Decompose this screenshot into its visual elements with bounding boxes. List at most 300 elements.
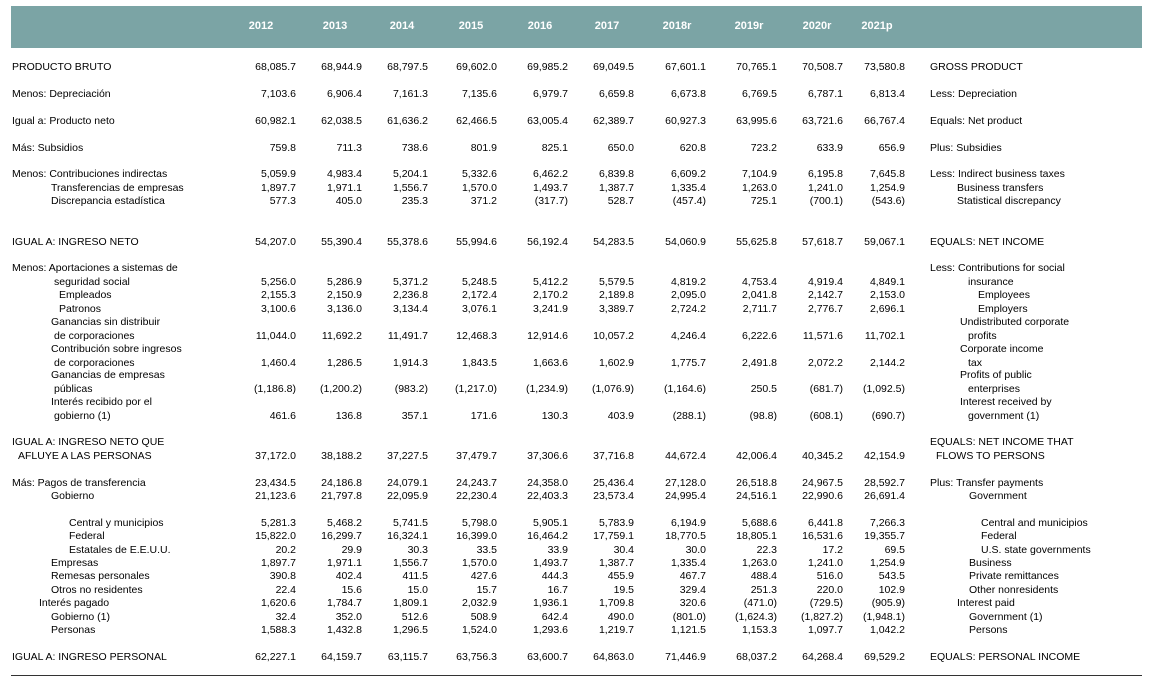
table-cell-value: 12,468.3 — [456, 330, 497, 342]
row-label-spanish: Federal — [69, 530, 105, 542]
table-cell-value: 1,971.1 — [326, 182, 362, 194]
table-cell-value: 1,097.7 — [807, 624, 843, 636]
row-label-spanish: Central y municipios — [69, 517, 164, 529]
row-label-spanish: Gobierno — [51, 490, 95, 502]
table-cell-value: 33.5 — [476, 544, 497, 556]
table-cell-value: 577.3 — [269, 195, 296, 207]
table-cell-value: 40,345.2 — [802, 450, 843, 462]
table-cell-value: 55,390.4 — [321, 236, 362, 248]
table-cell-value: 19,355.7 — [864, 530, 905, 542]
table-cell-value: 1,493.7 — [532, 557, 568, 569]
table-cell-value: 68,797.5 — [387, 61, 428, 73]
table-cell-value: 37,172.0 — [255, 450, 296, 462]
row-label-english: Less: Depreciation — [930, 88, 1017, 100]
table-cell-value: 543.5 — [878, 570, 905, 582]
table-cell-value: 2,032.9 — [461, 597, 497, 609]
table-cell-value: (1,234.9) — [525, 383, 568, 395]
table-cell-value: 69,049.5 — [593, 61, 634, 73]
table-cell-value: 23,434.5 — [255, 477, 296, 489]
table-cell-value: 1,843.5 — [461, 357, 497, 369]
table-cell-value: 5,286.9 — [326, 276, 362, 288]
table-cell-value: 403.9 — [607, 410, 634, 422]
table-cell-value: 1,602.9 — [598, 357, 634, 369]
table-cell-value: 6,222.6 — [741, 330, 777, 342]
row-label-english: Corporate income — [960, 343, 1044, 355]
table-cell-value: 1,241.0 — [807, 182, 843, 194]
table-cell-value: 11,571.6 — [802, 330, 843, 342]
table-cell-value: 25,436.4 — [593, 477, 634, 489]
table-cell-value: 5,468.2 — [326, 517, 362, 529]
table-cell-value: 7,135.6 — [461, 88, 497, 100]
row-label-english: U.S. state governments — [981, 544, 1091, 556]
table-cell-value: 63,756.3 — [456, 651, 497, 663]
table-cell-value: 24,516.1 — [736, 490, 777, 502]
table-cell-value: 390.8 — [269, 570, 296, 582]
table-cell-value: 1,570.0 — [461, 557, 497, 569]
table-cell-value: (729.5) — [809, 597, 843, 609]
table-cell-value: 1,775.7 — [670, 357, 706, 369]
table-cell-value: 2,041.8 — [741, 289, 777, 301]
table-cell-value: 7,161.3 — [392, 88, 428, 100]
table-cell-value: 37,479.7 — [456, 450, 497, 462]
row-label-english: Business transfers — [957, 182, 1044, 194]
table-cell-value: (608.1) — [809, 410, 843, 422]
column-header-year: 2021p — [861, 20, 893, 32]
table-cell-value: (681.7) — [809, 383, 843, 395]
table-cell-value: 5,798.0 — [461, 517, 497, 529]
table-cell-value: 5,281.3 — [260, 517, 296, 529]
table-cell-value: 63,005.4 — [527, 115, 568, 127]
table-cell-value: 250.5 — [750, 383, 777, 395]
table-cell-value: 22,403.3 — [527, 490, 568, 502]
table-cell-value: (543.6) — [871, 195, 905, 207]
table-cell-value: (801.0) — [672, 611, 706, 623]
table-cell-value: 18,770.5 — [665, 530, 706, 542]
table-cell-value: 1,588.3 — [260, 624, 296, 636]
table-cell-value: 24,358.0 — [527, 477, 568, 489]
table-cell-value: 6,769.5 — [741, 88, 777, 100]
table-cell-value: 1,042.2 — [869, 624, 905, 636]
table-cell-value: 17,759.1 — [593, 530, 634, 542]
table-cell-value: 427.6 — [470, 570, 497, 582]
row-label-spanish: Remesas personales — [51, 570, 150, 582]
row-label-english: tax — [968, 357, 983, 369]
table-cell-value: 1,387.7 — [598, 557, 634, 569]
table-cell-value: 490.0 — [607, 611, 634, 623]
row-label-english: Other nonresidents — [969, 584, 1059, 596]
table-cell-value: 711.3 — [336, 142, 362, 154]
table-cell-value: 1,620.6 — [260, 597, 296, 609]
table-cell-value: 405.0 — [335, 195, 362, 207]
table-cell-value: 38,188.2 — [321, 450, 362, 462]
row-label-spanish: Más: Subsidios — [12, 142, 84, 154]
row-label-spanish: Interés recibido por el — [51, 396, 152, 408]
row-label-spanish: Más: Pagos de transferencia — [12, 477, 146, 489]
table-cell-value: 6,979.7 — [532, 88, 568, 100]
table-cell-value: 220.0 — [816, 584, 843, 596]
table-cell-value: 6,609.2 — [670, 168, 706, 180]
row-label-spanish: de corporaciones — [54, 330, 135, 342]
table-cell-value: 37,227.5 — [387, 450, 428, 462]
table-cell-value: 6,787.1 — [807, 88, 843, 100]
table-cell-value: (317.7) — [534, 195, 568, 207]
table-cell-value: 1,254.9 — [869, 182, 905, 194]
table-cell-value: 6,906.4 — [326, 88, 362, 100]
table-cell-value: 1,493.7 — [532, 182, 568, 194]
table-cell-value: (1,624.3) — [734, 611, 777, 623]
table-cell-value: 37,306.6 — [527, 450, 568, 462]
table-cell-value: 30.4 — [613, 544, 634, 556]
table-cell-value: 3,389.7 — [598, 303, 634, 315]
table-cell-value: 55,625.8 — [736, 236, 777, 248]
table-cell-value: 825.1 — [541, 142, 568, 154]
row-label-english: Employees — [978, 289, 1030, 301]
table-cell-value: 17.2 — [822, 544, 843, 556]
table-cell-value: 70,508.7 — [802, 61, 843, 73]
row-label-spanish: IGUAL A: INGRESO NETO QUE — [12, 436, 165, 448]
table-cell-value: 63,600.7 — [527, 651, 568, 663]
table-cell-value: 56,192.4 — [527, 236, 568, 248]
table-cell-value: 11,702.1 — [864, 330, 905, 342]
table-cell-value: 5,412.2 — [532, 276, 568, 288]
table-cell-value: 1,570.0 — [461, 182, 497, 194]
table-cell-value: 251.3 — [750, 584, 777, 596]
table-cell-value: 650.0 — [607, 142, 634, 154]
row-label-spanish: IGUAL A: INGRESO PERSONAL — [12, 651, 167, 663]
table-cell-value: 11,044.0 — [255, 330, 296, 342]
table-cell-value: 1,914.3 — [392, 357, 428, 369]
table-cell-value: 7,103.6 — [260, 88, 296, 100]
table-cell-value: 642.4 — [541, 611, 568, 623]
table-cell-value: 16,531.6 — [802, 530, 843, 542]
table-cell-value: (1,164.6) — [663, 383, 706, 395]
table-cell-value: 62,466.5 — [456, 115, 497, 127]
table-cell-value: 2,236.8 — [392, 289, 428, 301]
table-cell-value: 1,663.6 — [532, 357, 568, 369]
table-cell-value: 24,243.7 — [456, 477, 497, 489]
column-header-year: 2018r — [662, 20, 692, 32]
table-cell-value: 3,241.9 — [532, 303, 568, 315]
table-cell-value: 22.3 — [756, 544, 777, 556]
table-cell-value: 6,673.8 — [670, 88, 706, 100]
table-cell-value: 15.6 — [341, 584, 362, 596]
table-cell-value: 1,556.7 — [392, 557, 428, 569]
row-label-spanish: Otros no residentes — [51, 584, 143, 596]
table-cell-value: 11,491.7 — [387, 330, 428, 342]
table-cell-value: 6,813.4 — [869, 88, 905, 100]
table-cell-value: 1,335.4 — [670, 182, 706, 194]
table-cell-value: 2,172.4 — [461, 289, 497, 301]
table-cell-value: 1,241.0 — [807, 557, 843, 569]
table-cell-value: 21,123.6 — [255, 490, 296, 502]
table-cell-value: 3,100.6 — [260, 303, 296, 315]
table-cell-value: 24,079.1 — [387, 477, 428, 489]
table-cell-value: 5,783.9 — [598, 517, 634, 529]
table-cell-value: 54,207.0 — [255, 236, 296, 248]
row-label-english: insurance — [968, 276, 1014, 288]
table-cell-value: 5,332.6 — [461, 168, 497, 180]
table-cell-value: 1,432.8 — [326, 624, 362, 636]
table-cell-value: 4,246.4 — [670, 330, 706, 342]
table-cell-value: 70,765.1 — [736, 61, 777, 73]
table-cell-value: 26,518.8 — [736, 477, 777, 489]
table-cell-value: 1,335.4 — [670, 557, 706, 569]
table-cell-value: 54,060.9 — [665, 236, 706, 248]
table-cell-value: 2,153.0 — [869, 289, 905, 301]
table-cell-value: 59,067.1 — [864, 236, 905, 248]
table-cell-value: 2,144.2 — [869, 357, 905, 369]
row-label-english: Business — [969, 557, 1012, 569]
table-cell-value: 22.4 — [275, 584, 296, 596]
table-cell-value: 42,006.4 — [736, 450, 777, 462]
table-cell-value: 633.9 — [816, 142, 843, 154]
column-header-year: 2016 — [527, 20, 553, 32]
table-cell-value: 60,982.1 — [255, 115, 296, 127]
table-cell-value: 69,602.0 — [456, 61, 497, 73]
row-label-spanish: Patronos — [59, 303, 102, 315]
table-cell-value: 5,371.2 — [392, 276, 428, 288]
row-label-spanish: de corporaciones — [54, 357, 135, 369]
row-label-spanish: Menos: Aportaciones a sistemas de — [12, 262, 178, 274]
row-label-english: Less: Indirect business taxes — [930, 168, 1065, 180]
row-label-english: EQUALS: PERSONAL INCOME — [930, 651, 1081, 663]
column-header-year: 2013 — [322, 20, 348, 32]
table-cell-value: 4,819.2 — [670, 276, 706, 288]
table-cell-value: 1,809.1 — [392, 597, 428, 609]
table-cell-value: 62,389.7 — [593, 115, 634, 127]
row-label-spanish: seguridad social — [54, 276, 130, 288]
row-label-english: Federal — [981, 530, 1017, 542]
table-cell-value: 2,776.7 — [807, 303, 843, 315]
table-cell-value: 37,716.8 — [593, 450, 634, 462]
table-cell-value: 1,971.1 — [326, 557, 362, 569]
table-cell-value: 19.5 — [613, 584, 634, 596]
table-cell-value: 5,741.5 — [392, 517, 428, 529]
table-cell-value: 73,580.8 — [864, 61, 905, 73]
table-cell-value: 5,579.5 — [598, 276, 634, 288]
row-label-spanish: Ganancias sin distribuir — [51, 316, 161, 328]
table-cell-value: 2,095.0 — [670, 289, 706, 301]
table-cell-value: 6,195.8 — [807, 168, 843, 180]
table-cell-value: 1,709.8 — [598, 597, 634, 609]
table-cell-value: 54,283.5 — [593, 236, 634, 248]
table-cell-value: 2,142.7 — [807, 289, 843, 301]
table-cell-value: 23,573.4 — [593, 490, 634, 502]
table-cell-value: 69.5 — [884, 544, 905, 556]
table-cell-value: 4,849.1 — [869, 276, 905, 288]
table-cell-value: 67,601.1 — [665, 61, 706, 73]
table-cell-value: 508.9 — [470, 611, 497, 623]
table-cell-value: 461.6 — [269, 410, 296, 422]
table-cell-value: 1,784.7 — [326, 597, 362, 609]
row-label-english: Equals: Net product — [930, 115, 1023, 127]
table-cell-value: 1,387.7 — [598, 182, 634, 194]
row-label-english: Profits of public — [960, 369, 1032, 381]
table-cell-value: 1,153.3 — [741, 624, 777, 636]
row-label-english: profits — [968, 330, 997, 342]
table-cell-value: 171.6 — [470, 410, 497, 422]
table-cell-value: 42,154.9 — [864, 450, 905, 462]
table-cell-value: 62,227.1 — [255, 651, 296, 663]
table-cell-value: 6,839.8 — [598, 168, 634, 180]
table-cell-value: 1,219.7 — [598, 624, 634, 636]
table-cell-value: 1,293.6 — [532, 624, 568, 636]
table-cell-value: 411.5 — [402, 570, 428, 582]
table-cell-value: 28,592.7 — [864, 477, 905, 489]
table-cell-value: 1,263.0 — [741, 182, 777, 194]
row-label-english: EQUALS: NET INCOME THAT — [930, 436, 1074, 448]
row-label-spanish: Contribución sobre ingresos — [51, 343, 182, 355]
row-label-spanish: Igual a: Producto neto — [12, 115, 115, 127]
row-label-english: government (1) — [968, 410, 1040, 422]
table-cell-value: 21,797.8 — [321, 490, 362, 502]
table-cell-value: 4,919.4 — [807, 276, 843, 288]
row-label-spanish: Menos: Contribuciones indirectas — [12, 168, 168, 180]
row-label-english: FLOWS TO PERSONS — [936, 450, 1045, 462]
table-cell-value: 1,556.7 — [392, 182, 428, 194]
table-cell-value: 656.9 — [878, 142, 905, 154]
table-cell-value: 320.6 — [679, 597, 706, 609]
table-cell-value: 64,863.0 — [593, 651, 634, 663]
table-cell-value: 2,155.3 — [260, 289, 296, 301]
table-cell-value: 235.3 — [401, 195, 428, 207]
row-label-english: Government — [969, 490, 1027, 502]
table-cell-value: 5,248.5 — [461, 276, 497, 288]
table-cell-value: 528.7 — [607, 195, 634, 207]
table-cell-value: 16.7 — [547, 584, 568, 596]
table-cell-value: 402.4 — [335, 570, 362, 582]
table-cell-value: 1,897.7 — [260, 557, 296, 569]
table-cell-value: 24,967.5 — [802, 477, 843, 489]
table-cell-value: 30.0 — [685, 544, 706, 556]
column-header-year: 2014 — [389, 20, 415, 32]
row-label-english: Less: Contributions for social — [930, 262, 1065, 274]
table-cell-value: 3,136.0 — [326, 303, 362, 315]
table-cell-value: 4,983.4 — [326, 168, 362, 180]
table-cell-value: 6,462.2 — [532, 168, 568, 180]
table-cell-value: 512.6 — [401, 611, 428, 623]
table-cell-value: 30.3 — [407, 544, 428, 556]
table-cell-value: 444.3 — [541, 570, 568, 582]
row-label-english: Employers — [978, 303, 1028, 315]
table-cell-value: 2,150.9 — [326, 289, 362, 301]
table-cell-value: 620.8 — [679, 142, 706, 154]
row-label-spanish: Ganancias de empresas — [51, 369, 165, 381]
table-cell-value: 18,805.1 — [736, 530, 777, 542]
table-cell-value: 20.2 — [275, 544, 296, 556]
table-cell-value: 352.0 — [335, 611, 362, 623]
table-cell-value: 69,985.2 — [527, 61, 568, 73]
table-cell-value: 7,645.8 — [869, 168, 905, 180]
row-label-spanish: Interés pagado — [39, 597, 110, 609]
table-cell-value: 16,299.7 — [321, 530, 362, 542]
table-cell-value: 738.6 — [401, 142, 428, 154]
table-cell-value: 1,263.0 — [741, 557, 777, 569]
table-cell-value: 130.3 — [541, 410, 568, 422]
table-cell-value: 68,085.7 — [255, 61, 296, 73]
table-cell-value: 6,441.8 — [807, 517, 843, 529]
table-cell-value: 60,927.3 — [665, 115, 706, 127]
table-cell-value: (457.4) — [672, 195, 706, 207]
table-cell-value: 5,688.6 — [741, 517, 777, 529]
table-cell-value: 1,254.9 — [869, 557, 905, 569]
table-cell-value: 3,134.4 — [392, 303, 428, 315]
column-header-year: 2019r — [734, 20, 764, 32]
table-cell-value: 2,711.7 — [742, 303, 777, 315]
column-header-year: 2017 — [594, 20, 620, 32]
table-cell-value: 516.0 — [816, 570, 843, 582]
table-cell-value: (905.9) — [871, 597, 905, 609]
column-header-year: 2012 — [248, 20, 274, 32]
table-cell-value: 33.9 — [547, 544, 568, 556]
table-cell-value: 15,822.0 — [255, 530, 296, 542]
row-label-english: EQUALS: NET INCOME — [930, 236, 1045, 248]
table-cell-value: 27,128.0 — [665, 477, 706, 489]
table-cell-value: (983.2) — [394, 383, 428, 395]
row-label-english: Persons — [969, 624, 1008, 636]
table-cell-value: 1,296.5 — [392, 624, 428, 636]
table-cell-value: 2,696.1 — [869, 303, 905, 315]
row-label-english: Interest received by — [960, 396, 1052, 408]
row-label-english: Interest paid — [957, 597, 1015, 609]
table-cell-value: (700.1) — [809, 195, 843, 207]
table-cell-value: 63,721.6 — [802, 115, 843, 127]
table-cell-value: 62,038.5 — [321, 115, 362, 127]
table-cell-value: (1,948.1) — [862, 611, 905, 623]
column-header-year: 2015 — [458, 20, 484, 32]
table-cell-value: 11,692.2 — [321, 330, 362, 342]
table-cell-value: 22,990.6 — [802, 490, 843, 502]
table-cell-value: 71,446.9 — [665, 651, 706, 663]
row-label-spanish: Transferencias de empresas — [51, 182, 184, 194]
table-cell-value: 24,186.8 — [321, 477, 362, 489]
table-cell-value: (690.7) — [871, 410, 905, 422]
table-cell-value: 63,995.6 — [736, 115, 777, 127]
table-cell-value: 2,724.2 — [670, 303, 706, 315]
table-cell-value: 69,529.2 — [864, 651, 905, 663]
table-cell-value: 55,378.6 — [387, 236, 428, 248]
table-cell-value: 371.2 — [470, 195, 497, 207]
row-label-spanish: Discrepancia estadística — [51, 195, 165, 207]
table-cell-value: 2,072.2 — [807, 357, 843, 369]
table-cell-value: 26,691.4 — [864, 490, 905, 502]
bottom-rule — [11, 675, 1142, 676]
table-cell-value: (1,186.8) — [253, 383, 296, 395]
table-cell-value: 15.0 — [407, 584, 428, 596]
table-cell-value: 5,204.1 — [392, 168, 428, 180]
table-cell-value: 1,936.1 — [532, 597, 568, 609]
table-cell-value: 68,944.9 — [321, 61, 362, 73]
table-cell-value: 488.4 — [750, 570, 777, 582]
row-label-spanish: Estatales de E.E.U.U. — [69, 544, 171, 556]
table-cell-value: 801.9 — [470, 142, 497, 154]
table-cell-value: 6,194.9 — [670, 517, 706, 529]
table-cell-value: 29.9 — [341, 544, 362, 556]
table-cell-value: 467.7 — [679, 570, 706, 582]
row-label-spanish: Gobierno (1) — [51, 611, 110, 623]
table-cell-value: 102.9 — [878, 584, 905, 596]
table-cell-value: 1,121.5 — [670, 624, 706, 636]
table-cell-value: 16,399.0 — [456, 530, 497, 542]
row-label-english: Plus: Transfer payments — [930, 477, 1044, 489]
table-cell-value: 44,672.4 — [665, 450, 706, 462]
row-label-spanish: IGUAL A: INGRESO NETO — [12, 236, 139, 248]
table-cell-value: 22,095.9 — [387, 490, 428, 502]
table-cell-value: 55,994.6 — [456, 236, 497, 248]
row-label-english: Plus: Subsidies — [930, 142, 1002, 154]
row-label-english: GROSS PRODUCT — [930, 61, 1023, 73]
row-label-spanish: AFLUYE A LAS PERSONAS — [18, 450, 152, 462]
